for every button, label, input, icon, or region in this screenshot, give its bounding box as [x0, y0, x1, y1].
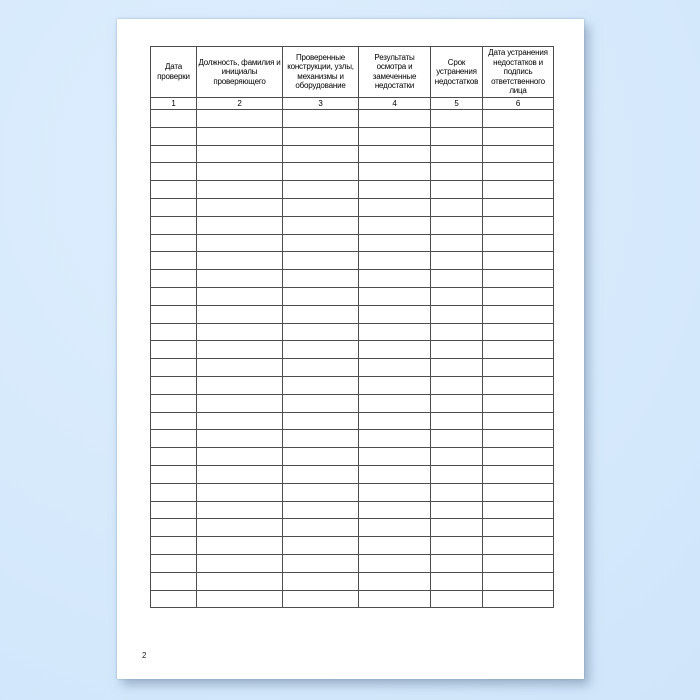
empty-cell: [431, 323, 483, 341]
empty-cell: [359, 305, 431, 323]
empty-cell: [431, 590, 483, 608]
empty-cell: [151, 572, 197, 590]
table-row: [151, 448, 554, 466]
column-number: 6: [483, 97, 554, 110]
empty-cell: [151, 590, 197, 608]
empty-cell: [483, 519, 554, 537]
table-row: [151, 519, 554, 537]
empty-cell: [359, 519, 431, 537]
empty-cell: [151, 554, 197, 572]
empty-cell: [197, 270, 283, 288]
empty-cell: [483, 394, 554, 412]
empty-cell: [431, 234, 483, 252]
empty-cell: [283, 590, 359, 608]
header-row: [151, 47, 554, 98]
empty-cell: [283, 234, 359, 252]
empty-cell: [197, 465, 283, 483]
empty-cell: [151, 394, 197, 412]
empty-cell: [483, 287, 554, 305]
empty-cell: [283, 483, 359, 501]
table-row: [151, 590, 554, 608]
empty-cell: [483, 359, 554, 377]
empty-cell: [483, 252, 554, 270]
empty-cell: [431, 394, 483, 412]
empty-cell: [431, 501, 483, 519]
table-row: [151, 430, 554, 448]
empty-cell: [431, 216, 483, 234]
empty-cell: [359, 376, 431, 394]
table-row: [151, 376, 554, 394]
empty-cell: [431, 430, 483, 448]
empty-cell: [283, 216, 359, 234]
empty-cell: [151, 198, 197, 216]
empty-cell: [283, 341, 359, 359]
empty-cell: [431, 359, 483, 377]
page-number: 2: [142, 651, 147, 660]
empty-cell: [283, 270, 359, 288]
empty-cell: [359, 537, 431, 555]
empty-cell: [197, 590, 283, 608]
empty-cell: [359, 163, 431, 181]
empty-cell: [483, 127, 554, 145]
empty-cell: [151, 537, 197, 555]
table-row: [151, 234, 554, 252]
empty-cell: [431, 448, 483, 466]
empty-cell: [197, 359, 283, 377]
empty-cell: [197, 234, 283, 252]
empty-cell: [359, 323, 431, 341]
empty-cell: [483, 181, 554, 199]
empty-cell: [483, 216, 554, 234]
empty-cell: [483, 590, 554, 608]
empty-cell: [431, 127, 483, 145]
empty-cell: [483, 341, 554, 359]
empty-cell: [483, 376, 554, 394]
empty-cell: [197, 323, 283, 341]
empty-cell: [359, 234, 431, 252]
empty-cell: [151, 501, 197, 519]
empty-cell: [197, 430, 283, 448]
table-row: [151, 554, 554, 572]
empty-cell: [197, 519, 283, 537]
empty-cell: [483, 554, 554, 572]
table-body: [151, 110, 554, 608]
empty-cell: [431, 181, 483, 199]
table-row: [151, 216, 554, 234]
empty-cell: [359, 181, 431, 199]
empty-cell: [151, 341, 197, 359]
column-number: 5: [431, 97, 483, 110]
empty-cell: [151, 483, 197, 501]
empty-cell: [151, 412, 197, 430]
table-row: [151, 341, 554, 359]
empty-cell: [431, 198, 483, 216]
table-row: [151, 305, 554, 323]
empty-cell: [483, 163, 554, 181]
column-header: Должность, фамилия и инициалы проверяющего: [197, 47, 283, 98]
empty-cell: [283, 145, 359, 163]
empty-cell: [197, 341, 283, 359]
empty-cell: [283, 181, 359, 199]
empty-cell: [483, 430, 554, 448]
empty-cell: [431, 252, 483, 270]
empty-cell: [431, 519, 483, 537]
empty-cell: [483, 501, 554, 519]
empty-cell: [197, 127, 283, 145]
empty-cell: [151, 448, 197, 466]
empty-cell: [283, 519, 359, 537]
empty-cell: [359, 394, 431, 412]
empty-cell: [151, 430, 197, 448]
empty-cell: [151, 145, 197, 163]
empty-cell: [197, 501, 283, 519]
empty-cell: [283, 465, 359, 483]
empty-cell: [483, 110, 554, 128]
empty-cell: [197, 394, 283, 412]
empty-cell: [483, 537, 554, 555]
empty-cell: [431, 341, 483, 359]
empty-cell: [359, 127, 431, 145]
column-header: Срок устранения недостатков: [431, 47, 483, 98]
empty-cell: [151, 110, 197, 128]
table-row: [151, 537, 554, 555]
empty-cell: [283, 110, 359, 128]
empty-cell: [197, 537, 283, 555]
empty-cell: [483, 145, 554, 163]
empty-cell: [431, 145, 483, 163]
empty-cell: [151, 216, 197, 234]
empty-cell: [197, 305, 283, 323]
empty-cell: [197, 554, 283, 572]
empty-cell: [197, 110, 283, 128]
empty-cell: [197, 287, 283, 305]
empty-cell: [359, 448, 431, 466]
empty-cell: [483, 305, 554, 323]
column-number: 1: [151, 97, 197, 110]
empty-cell: [359, 501, 431, 519]
column-number: 4: [359, 97, 431, 110]
empty-cell: [359, 590, 431, 608]
empty-cell: [431, 412, 483, 430]
empty-cell: [197, 448, 283, 466]
empty-cell: [283, 127, 359, 145]
empty-cell: [283, 554, 359, 572]
column-number-row: [151, 97, 554, 110]
table-row: [151, 198, 554, 216]
empty-cell: [283, 198, 359, 216]
empty-cell: [151, 270, 197, 288]
empty-cell: [431, 287, 483, 305]
table-row: [151, 323, 554, 341]
table-row: [151, 501, 554, 519]
empty-cell: [283, 163, 359, 181]
empty-cell: [359, 359, 431, 377]
empty-cell: [431, 110, 483, 128]
empty-cell: [359, 252, 431, 270]
table-row: [151, 127, 554, 145]
empty-cell: [151, 252, 197, 270]
empty-cell: [151, 127, 197, 145]
empty-cell: [483, 412, 554, 430]
empty-cell: [359, 216, 431, 234]
empty-cell: [283, 376, 359, 394]
empty-cell: [197, 376, 283, 394]
empty-cell: [431, 270, 483, 288]
inspection-log-table: [150, 46, 554, 608]
empty-cell: [359, 145, 431, 163]
empty-cell: [483, 323, 554, 341]
document-page: [117, 19, 584, 679]
empty-cell: [283, 394, 359, 412]
empty-cell: [283, 305, 359, 323]
empty-cell: [151, 305, 197, 323]
empty-cell: [283, 501, 359, 519]
empty-cell: [359, 430, 431, 448]
empty-cell: [431, 163, 483, 181]
column-header: Результаты осмотра и замеченные недостатки: [359, 47, 431, 98]
empty-cell: [283, 572, 359, 590]
empty-cell: [283, 287, 359, 305]
empty-cell: [283, 359, 359, 377]
empty-cell: [151, 287, 197, 305]
empty-cell: [151, 376, 197, 394]
empty-cell: [359, 287, 431, 305]
empty-cell: [431, 376, 483, 394]
empty-cell: [283, 252, 359, 270]
empty-cell: [283, 323, 359, 341]
empty-cell: [197, 198, 283, 216]
column-number: 2: [197, 97, 283, 110]
empty-cell: [359, 110, 431, 128]
empty-cell: [359, 341, 431, 359]
empty-cell: [431, 554, 483, 572]
empty-cell: [197, 572, 283, 590]
empty-cell: [359, 270, 431, 288]
table-row: [151, 163, 554, 181]
empty-cell: [359, 412, 431, 430]
empty-cell: [197, 163, 283, 181]
empty-cell: [483, 234, 554, 252]
empty-cell: [431, 483, 483, 501]
empty-cell: [483, 198, 554, 216]
column-number: 3: [283, 97, 359, 110]
empty-cell: [151, 163, 197, 181]
empty-cell: [359, 483, 431, 501]
empty-cell: [197, 252, 283, 270]
column-header: Дата проверки: [151, 47, 197, 98]
empty-cell: [483, 465, 554, 483]
table-row: [151, 412, 554, 430]
table-row: [151, 252, 554, 270]
empty-cell: [431, 305, 483, 323]
table-row: [151, 145, 554, 163]
empty-cell: [197, 181, 283, 199]
table-row: [151, 465, 554, 483]
table-row: [151, 110, 554, 128]
empty-cell: [283, 448, 359, 466]
table-row: [151, 181, 554, 199]
empty-cell: [283, 412, 359, 430]
empty-cell: [151, 519, 197, 537]
table-row: [151, 287, 554, 305]
empty-cell: [431, 465, 483, 483]
empty-cell: [483, 270, 554, 288]
empty-cell: [431, 572, 483, 590]
empty-cell: [151, 323, 197, 341]
empty-cell: [359, 198, 431, 216]
table-row: [151, 572, 554, 590]
empty-cell: [197, 216, 283, 234]
empty-cell: [359, 554, 431, 572]
table-row: [151, 483, 554, 501]
table-row: [151, 270, 554, 288]
empty-cell: [283, 537, 359, 555]
empty-cell: [483, 483, 554, 501]
empty-cell: [197, 412, 283, 430]
empty-cell: [483, 572, 554, 590]
empty-cell: [197, 483, 283, 501]
empty-cell: [197, 145, 283, 163]
empty-cell: [151, 234, 197, 252]
column-header: Дата устранения недостатков и подпись ответственного лица: [483, 47, 554, 98]
empty-cell: [283, 430, 359, 448]
table-row: [151, 359, 554, 377]
empty-cell: [359, 465, 431, 483]
empty-cell: [151, 181, 197, 199]
empty-cell: [431, 537, 483, 555]
empty-cell: [151, 359, 197, 377]
empty-cell: [483, 448, 554, 466]
empty-cell: [151, 465, 197, 483]
empty-cell: [359, 572, 431, 590]
column-header: Проверенные конструкции, узлы, механизмы и оборудование: [283, 47, 359, 98]
table-row: [151, 394, 554, 412]
